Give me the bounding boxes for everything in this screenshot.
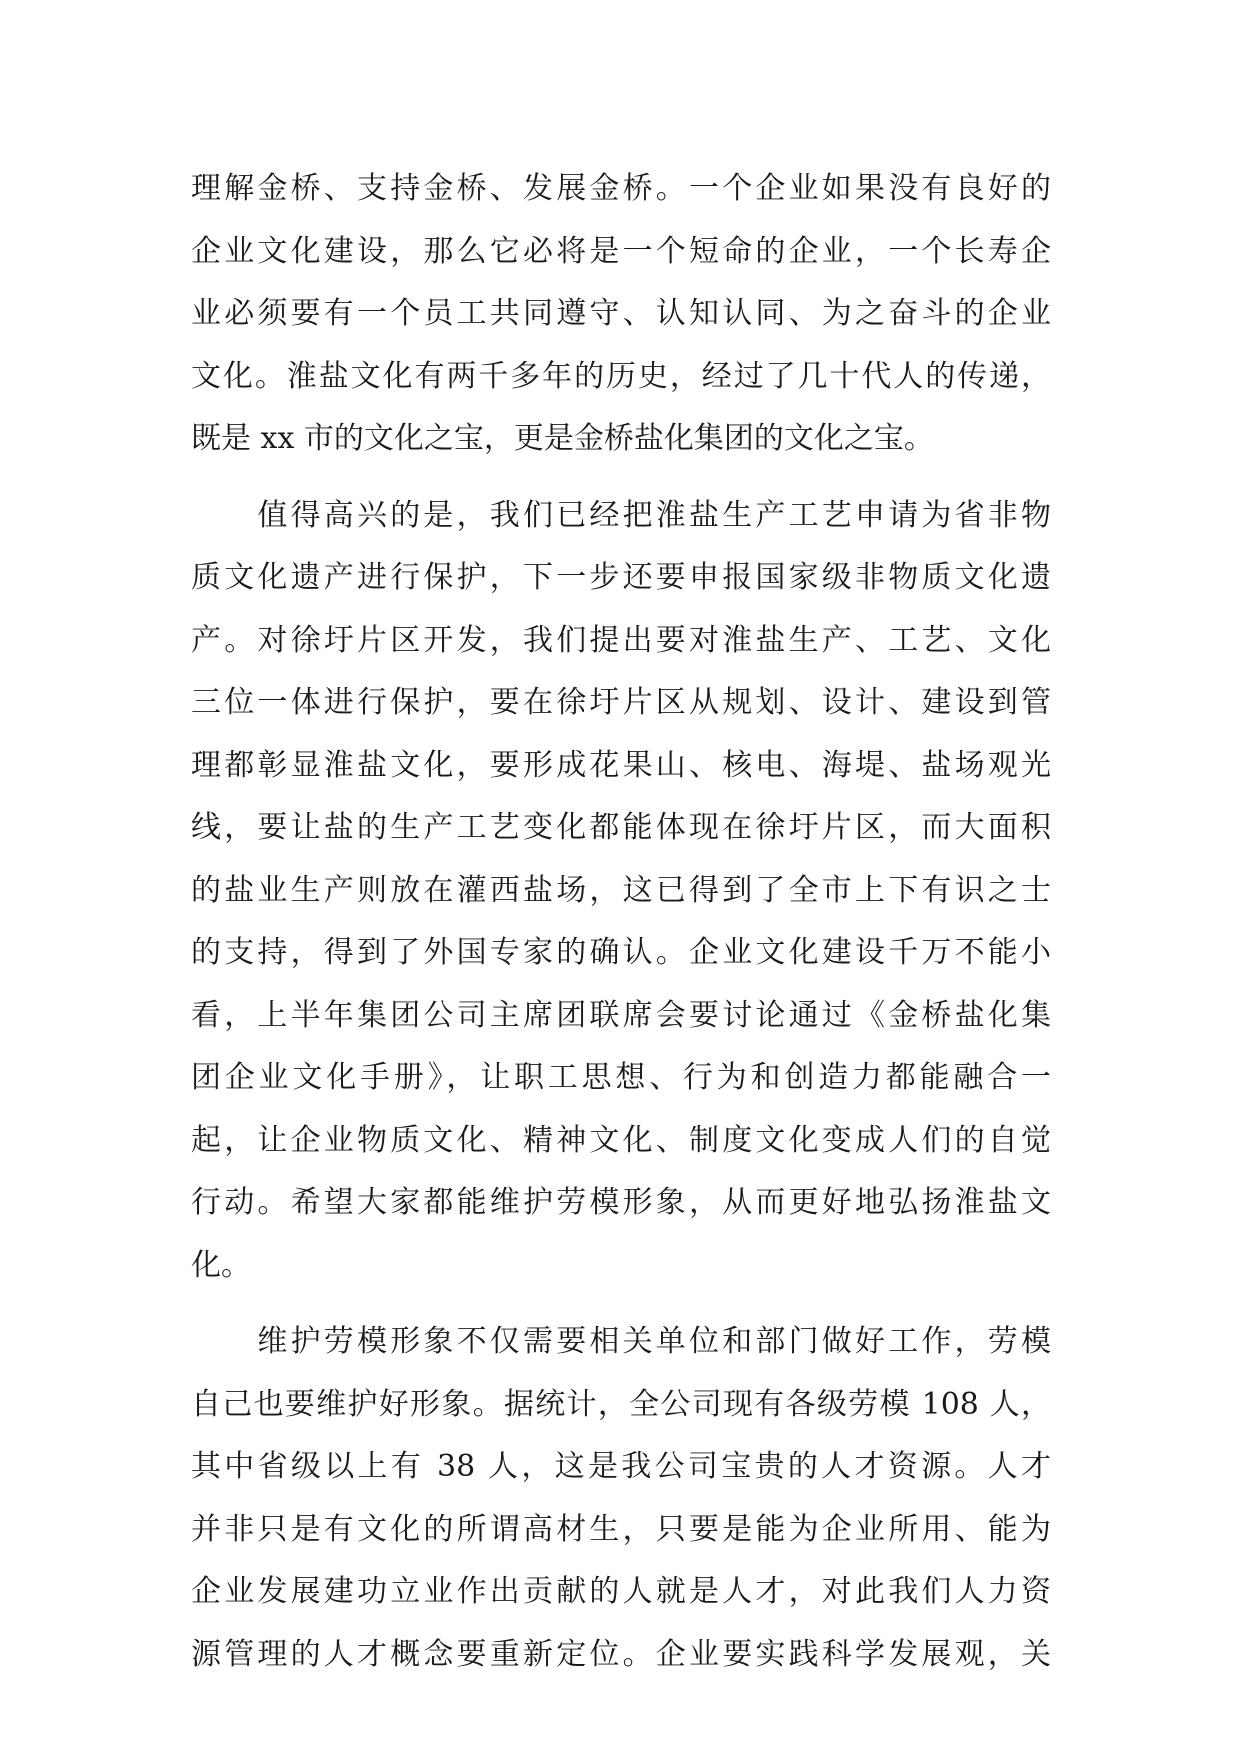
text-line: 自己也要维护好形象。据统计，全公司现有各级劳模 108 人， xyxy=(191,1386,1051,1422)
text-line: 线，要让盐的生产工艺变化都能体现在徐圩片区，而大面积 xyxy=(191,810,1051,845)
text-line: 起，让企业物质文化、精神文化、制度文化变成人们的自觉 xyxy=(191,1122,1051,1158)
text-line: 理都彰显淮盐文化，要形成花果山、核电、海堤、盐场观光 xyxy=(191,747,1051,783)
text-line: 既是 xx 市的文化之宝，更是金桥盐化集团的文化之宝。 xyxy=(191,421,934,456)
text-line: 源管理的人才概念要重新定位。企业要实践科学发展观，关 xyxy=(191,1636,1051,1672)
text-line: 质文化遗产进行保护，下一步还要申报国家级非物质文化遗 xyxy=(191,560,1051,595)
text-line: 产。对徐圩片区开发，我们提出要对淮盐生产、工艺、文化 xyxy=(191,622,1051,658)
text-line: 并非只是有文化的所谓高材生，只要是能为企业所用、能为 xyxy=(191,1511,1051,1547)
paragraph-3 xyxy=(191,1311,1051,1686)
text-line: 业必须要有一个员工共同遵守、认知认同、为之奋斗的企业 xyxy=(191,296,1051,331)
text-line: 企业发展建功立业作出贡献的人就是人才，对此我们人力资 xyxy=(191,1574,1051,1609)
text-line: 维护劳模形象不仅需要相关单位和部门做好工作，劳模 xyxy=(191,1324,1051,1359)
text-line: 值得高兴的是，我们已经把淮盐生产工艺申请为省非物 xyxy=(191,497,1051,533)
document-body xyxy=(191,158,1051,1700)
paragraph-1 xyxy=(191,158,1051,471)
text-line: 团企业文化手册》，让职工思想、行为和创造力都能融合一 xyxy=(191,1060,1051,1095)
text-line: 三位一体进行保护，要在徐圩片区从规划、设计、建设到管 xyxy=(191,685,1051,720)
text-line: 的支持，得到了外国专家的确认。企业文化建设千万不能小 xyxy=(191,935,1051,970)
text-line: 化。 xyxy=(191,1247,251,1283)
text-line: 理解金桥、支持金桥、发展金桥。一个企业如果没有良好的 xyxy=(191,171,1051,206)
text-line: 看，上半年集团公司主席团联席会要讨论通过《金桥盐化集 xyxy=(191,997,1051,1033)
text-line: 企业文化建设，那么它必将是一个短命的企业，一个长寿企 xyxy=(191,233,1051,269)
text-line: 的盐业生产则放在灌西盐场，这已得到了全市上下有识之士 xyxy=(191,872,1051,908)
text-line: 文化。淮盐文化有两千多年的历史，经过了几十代人的传递， xyxy=(191,358,1051,394)
text-line: 行动。希望大家都能维护劳模形象，从而更好地弘扬淮盐文 xyxy=(191,1185,1051,1220)
text-line: 其中省级以上有 38 人，这是我公司宝贵的人才资源。人才 xyxy=(191,1449,1051,1484)
paragraph-2 xyxy=(191,485,1051,1298)
